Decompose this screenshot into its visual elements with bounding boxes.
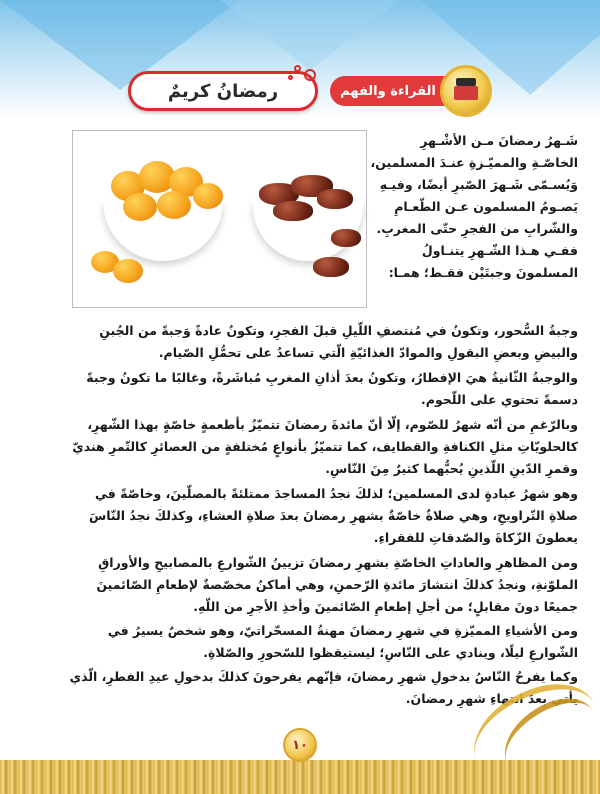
lesson-title: رمضانُ كريمٌ	[167, 80, 279, 102]
page-number: ١٠	[283, 728, 317, 762]
paragraph-musaharati: ومن الأشياءِ المميّزةِ في شهرِ رمضانَ مهنةُ المسحّراتيّ، وهو شخصٌ يسيرُ في الشّوارعِ ليلًا، وينادي على النّاسِ؛ ليستيقظوا للسّحورِ والصّلاةِ.	[107, 623, 578, 660]
gold-footer-strip	[0, 760, 600, 794]
paragraph-iftar: والوجبةُ الثّانيةُ هيَ الإفطارُ، وتكونُ بعدَ أذانِ المغربِ مُباشَرةً، وغالبًا ما تكونُ وجبةً دسمةً تحتوي على اللّحوم.	[86, 370, 578, 407]
intro-paragraph: شَـهرُ رمضانَ مـن الأشْـهرِ الخاصّـةِ والمميّـزةِ عنـدَ المسلمين، وَيُسـمّى شَـهرَ الصّبرِ أيضًا، وفيـهِ يَصـومُ المسلمون عـن الطّعـامِ والشّرابِ من الفجرِ حتّى المغربِ. ففـي هـذا الشّـهرِ يتنـاولُ المسلمونَ وجبتَيْن فقـط؛ همـا:	[370, 133, 578, 280]
paragraph-eid: وكما يفرحُ النّاسُ بدخولِ شهرِ رمضانَ، فإنّهم يفرحونَ كذلكَ بدخولِ عيدِ الفطرِ، الّذي يأتي بعدَ انتهاءِ شهرِ رمضانَ.	[69, 669, 578, 706]
decor-bubbles-icon	[284, 65, 324, 89]
lesson-header	[0, 55, 600, 125]
section-label: القراءة والفهم	[330, 76, 446, 106]
reading-badge-icon	[440, 65, 492, 117]
food-photo	[72, 130, 367, 308]
paragraph-customs: ومن المظاهرِ والعاداتِ الخاصّةِ بشهرِ رمضانَ تزيينُ الشّوارعِ بالمصابيحِ والأوراقِ الملوّنةِ، ونجدُ كذلكَ انتشارَ مائدةِ الرّحمنِ، وهي أماكنُ مخصّصةٌ لإطعامِ الصّائمينَ جميعًا دونَ مقابلٍ؛ من أجلِ إطعامِ الصّائمينَ وأخذِ الأجرِ من اللّهِ.	[96, 555, 578, 614]
paragraph-suhoor: وجبةُ السُّحور، وتكونُ في مُنتصفِ اللّيلِ قبلَ الفجرِ، وتكونُ عادةً وَجبةً من الجُبنِ والبيضِ وبعضِ البقولِ والموادّ الغذائيّةِ الّتي تساعدُ على تحمُّلِ الصّيام.	[99, 323, 578, 360]
paragraph-worship: وهو شهرُ عبادةٍ لدى المسلمين؛ لذلكَ نجدُ المساجدَ ممتلئةً بالمصلّينَ، وخاصّةً في صلاةِ التّراويحِ، وهي صلاةٌ خاصّةٌ بشهرِ رمضانَ بعدَ صلاةِ العشاءِ، وكذلكَ نجدُ النّاسَ يعطونَ الزّكاةَ والصّدقاتِ للفقراءِ.	[88, 486, 578, 545]
paragraph-special-food: وبالرّغمِ من أنّه شهرُ للصّوم، إلّا أنّ مائدةَ رمضانَ تتميّزُ بأطعمةٍ خاصّةٍ بهذا الشّهرِ، كالحلويّاتِ مثلِ الكنافةِ والقطايف، كما تتميّزُ بأنواعٍ مُختلفةٍ من العصائرِ كالتّمرِ هنديّ وقمرِ الدّينِ اللّذينِ يُحبُّهما كثيرٌ مِنَ النّاسِ.	[72, 417, 578, 476]
